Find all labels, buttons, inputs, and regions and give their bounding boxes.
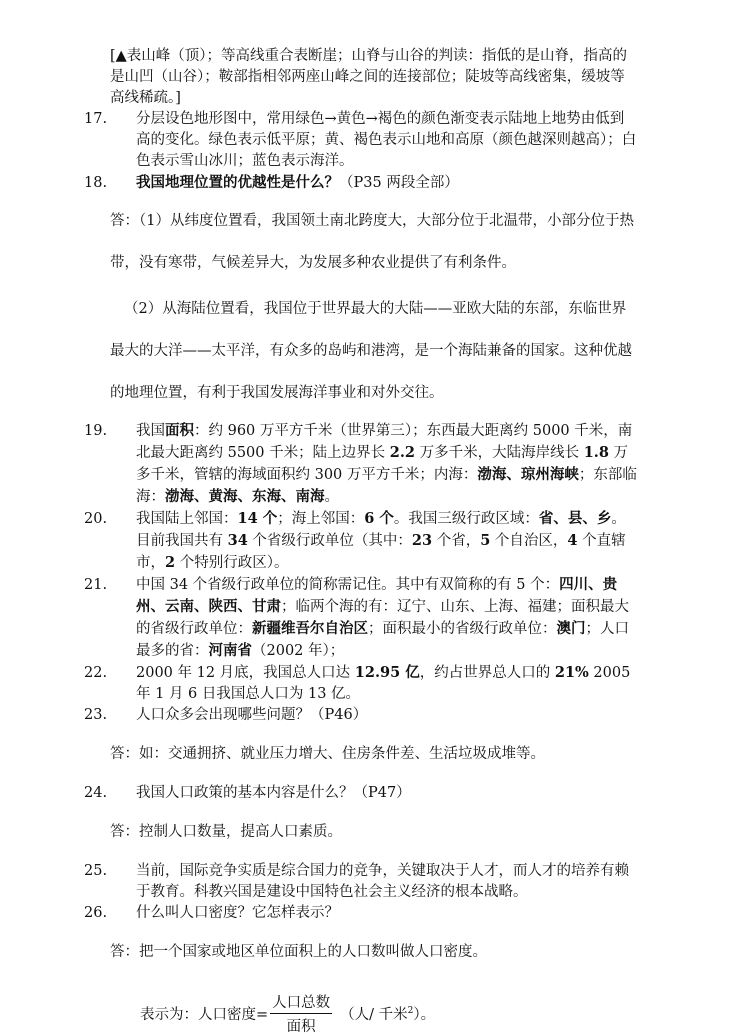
item-number: 26. [84,905,108,921]
text-run: ；海上邻国： [277,511,365,527]
question-text: 人口众多会出现哪些问题？（P46） [136,707,368,723]
item-20 [84,508,638,574]
item-text: 当前，国际竞争实质是综合国力的竞争，关键取决于人才，而人才的培养有赖于教育。科教兴国是建设中国特色社会主义经济的根本战略。 [136,863,629,900]
text-run: 。目前我国共有 [136,511,626,549]
item-25 [84,861,638,903]
bold-run: 14 个 [237,510,278,527]
item-number: 22. [84,665,108,681]
text-run: 我国 [136,423,165,439]
text-run: 个特别行政区）。 [175,555,289,571]
text-run: ；东部临海： [136,467,637,505]
bold-run: 5 [480,532,491,549]
text-run: ；面积最小的省级行政单位： [368,621,557,637]
text-run: （2002 年）； [252,643,345,659]
text-run: ；人口最多的省： [136,621,629,659]
text-run: 万多千米，大陆海岸线长 [414,445,584,461]
answer-23: 答：如：交通拥挤、就业压力增大、住房条件差、生活垃圾成堆等。 [110,746,545,762]
density-formula [140,991,638,1036]
formula-numerator: 人口总数 [270,991,332,1014]
answer-prefix: 答： [110,213,139,229]
bold-run: 6 个 [364,510,394,527]
bold-run: 渤海、琼州海峡 [477,466,579,483]
text-run: 中国 34 个省级行政单位的简称需记住。其中有双简称的有 5 个： [136,577,560,593]
text-run: 2005 年 1 月 6 日我国总人口为 13 亿。 [136,665,631,702]
item-number: 20. [84,511,108,527]
text-run: 2000 年 12 月底，我国总人口达 [136,665,355,681]
bold-run: 新疆维吾尔自治区 [252,620,368,637]
bold-run: 4 [567,532,578,549]
answer-text: （1）从纬度位置看，我国领土南北跨度大，大部分位于北温带，小部分位于热带，没有寒带，气候差异大，为发展多种农业提供了有利条件。 [110,213,634,271]
text-run: 我国陆上邻国： [136,511,238,527]
item-number: 18. [84,175,108,191]
bold-run: 渤海、黄海、东海、南海 [165,488,325,505]
page-reference: （P35 两段全部） [339,175,459,191]
formula-prefix: 表示为：人口密度= [140,1007,269,1023]
formula-unit [340,1003,435,1024]
unit-exponent: 2 [407,1006,414,1017]
item-number: 19. [84,423,108,439]
unit-open: （人/ 千米 [340,1007,408,1023]
item-17 [84,109,638,172]
text-run: ，约占世界总人口的 [419,665,555,681]
bold-run: 河南省 [208,642,252,659]
item-number: 17. [84,111,108,127]
text-run: 个省， [432,533,481,549]
bold-run: 12.95 亿 [354,664,420,681]
item-19 [84,420,638,508]
unit-close: ）。 [413,1007,436,1023]
item-23 [84,705,638,726]
answer-18-part1 [110,200,638,284]
bold-run: 2.2 [389,444,415,461]
bold-run: 四川、贵州、云南、陕西、甘肃 [136,576,618,615]
text-run: 个直辖市， [136,533,626,571]
item-text: 分层设色地形图中，常用绿色→黄色→褐色的颜色渐变表示陆地上地势由低到高的变化。绿色表示低平原；黄、褐色表示山地和高原（颜色越深则越高）；白色表示雪山冰川；蓝色表示海洋。 [136,111,637,169]
question-text: 我国地理位置的优越性是什么？ [136,174,339,191]
bold-run: 面积 [165,422,194,439]
item-number: 24. [84,785,108,801]
bold-run: 1.8 [583,444,609,461]
question-text: 我国人口政策的基本内容是什么？（P47） [136,785,411,801]
formula-denominator: 面积 [286,1019,316,1035]
bold-run: 澳门 [556,620,586,637]
item-number: 23. [84,707,108,723]
bold-run: 省、县、乡 [538,510,612,527]
bold-run: 23 [411,532,433,549]
item-number: 21. [84,577,108,593]
formula-fraction [270,991,332,1036]
item-24 [84,783,638,804]
answer-24: 答：控制人口数量，提高人口素质。 [110,824,342,840]
text-run: 个自治区， [490,533,568,549]
document-page [84,46,638,1036]
text-run: 万多千米，管辖的海域面积约 300 万平方千米；内海： [136,445,629,483]
bold-run: 34 [227,532,248,549]
intro-note: [▲表山峰（顶）；等高线重合表断崖；山脊与山谷的判读：指低的是山脊，指高的是山凹（山谷）；鞍部指相邻两座山峰之间的连接部位；陡坡等高线密集，缓坡等高线稀疏。] [110,48,628,106]
question-text: 什么叫人口密度？它怎样表示？ [136,905,339,921]
text-run: ：约 960 万平方千米（世界第三）；东西最大距离约 5000 千米，南北最大距离约 5500 千米；陆上边界长 [136,423,633,461]
answer-18-part2: （2）从海陆位置看，我国位于世界最大的大陆——亚欧大陆的东部，东临世界最大的大洋——太平洋，有众多的岛屿和港湾，是一个海陆兼备的国家。这种优越的地理位置，有利于我国发展海洋事业和对外交往。 [110,301,632,401]
item-number: 25. [84,863,108,879]
item-22 [84,662,638,705]
text-run: 。 [324,489,339,505]
text-run: ；临两个海的有：辽宁、山东、上海、福建；面积最大的省级行政单位： [136,599,629,637]
bold-run: 2 [165,554,176,571]
text-run: 个省级行政单位（其中： [247,533,412,549]
item-18 [84,172,638,194]
item-26 [84,903,638,924]
item-21 [84,574,638,662]
bold-run: 21% [554,664,589,681]
text-run: 。我国三级行政区域： [393,511,539,527]
answer-26: 答：把一个国家或地区单位面积上的人口数叫做人口密度。 [110,944,487,960]
